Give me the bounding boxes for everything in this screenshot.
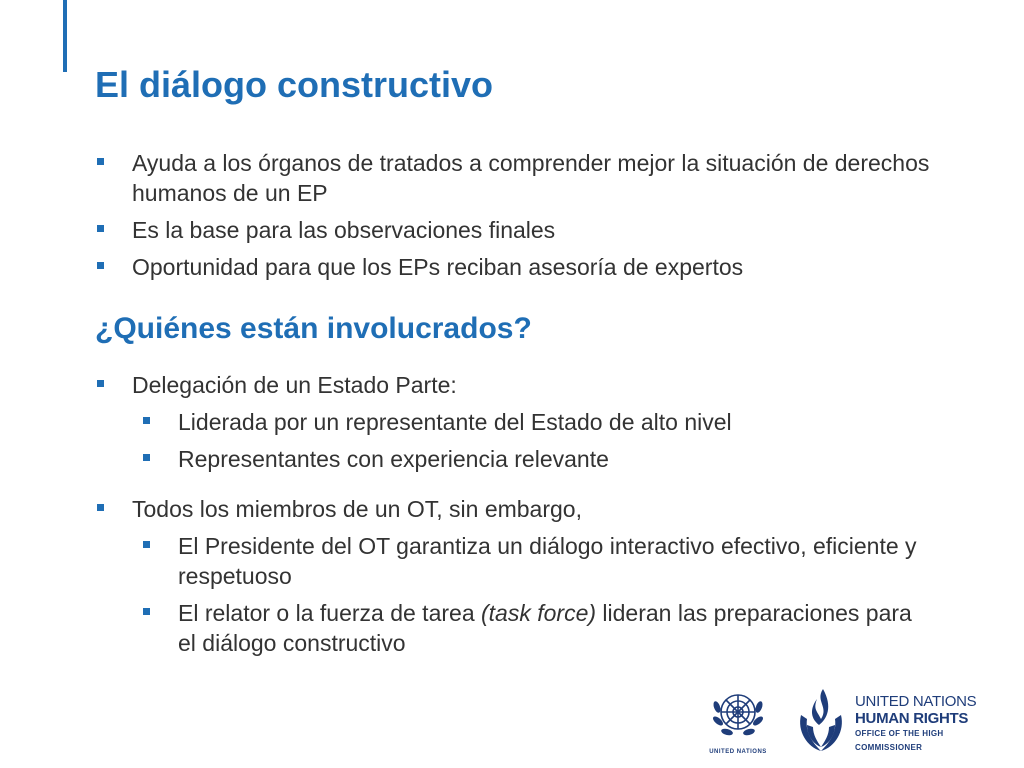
square-bullet-icon: [143, 454, 150, 461]
square-bullet-icon: [143, 541, 150, 548]
ohchr-wordmark: [855, 693, 1013, 755]
square-bullet-icon: [143, 608, 150, 615]
ohchr-line-human-rights: HUMAN RIGHTS: [855, 710, 969, 727]
ohchr-line-united-nations: UNITED NATIONS: [855, 693, 977, 710]
bullet-item: [95, 215, 935, 245]
square-bullet-icon: [97, 225, 104, 232]
flame-hands-icon: [793, 685, 849, 757]
bullet-item: [95, 252, 935, 282]
un-emblem-logo: [702, 685, 774, 765]
square-bullet-icon: [143, 417, 150, 424]
bullet-text: Es la base para las observaciones finales: [132, 217, 556, 243]
italic-term: (task force): [481, 600, 597, 626]
bullet-item: [95, 148, 935, 208]
bullet-text: [178, 600, 912, 656]
bullet-item: [95, 494, 935, 524]
text-segment: El relator o la fuerza de tarea: [178, 600, 481, 626]
sub-bullet-item: [141, 598, 935, 658]
text-segment: lideran las preparaciones para el diálogo constructivo: [178, 600, 912, 656]
bullet-text: Delegación de un Estado Parte:: [132, 372, 457, 398]
un-logo-caption: UNITED NATIONS: [709, 749, 767, 755]
square-bullet-icon: [97, 158, 104, 165]
bullet-text: Oportunidad para que los EPs reciban asesoría de expertos: [132, 254, 744, 280]
bullet-text: Representantes con experiencia relevante: [178, 446, 609, 472]
bullet-text: Ayuda a los órganos de tratados a comprender mejor la situación de derechos humanos de un EP: [132, 150, 930, 206]
ohchr-line-office: OFFICE OF THE HIGH COMMISSIONER: [855, 729, 944, 752]
square-bullet-icon: [97, 262, 104, 269]
bullet-item: [95, 370, 935, 400]
ohchr-logo: [793, 683, 1013, 763]
un-emblem-icon: [709, 685, 767, 743]
slide-title: El diálogo constructivo: [95, 64, 494, 105]
sub-bullet-item: [141, 444, 935, 474]
sub-bullet-item: [141, 531, 935, 591]
participants-bullet-list: [95, 370, 935, 665]
square-bullet-icon: [97, 504, 104, 511]
sub-bullet-item: [141, 407, 935, 437]
bullet-text: Liderada por un representante del Estado de alto nivel: [178, 409, 732, 435]
square-bullet-icon: [97, 380, 104, 387]
section-heading: ¿Quiénes están involucrados?: [95, 312, 532, 345]
intro-bullet-list: [95, 148, 935, 289]
accent-bar: [63, 0, 67, 72]
bullet-text: Todos los miembros de un OT, sin embargo,: [132, 496, 582, 522]
bullet-text: El Presidente del OT garantiza un diálogo interactivo efectivo, eficiente y respetuoso: [178, 533, 917, 589]
